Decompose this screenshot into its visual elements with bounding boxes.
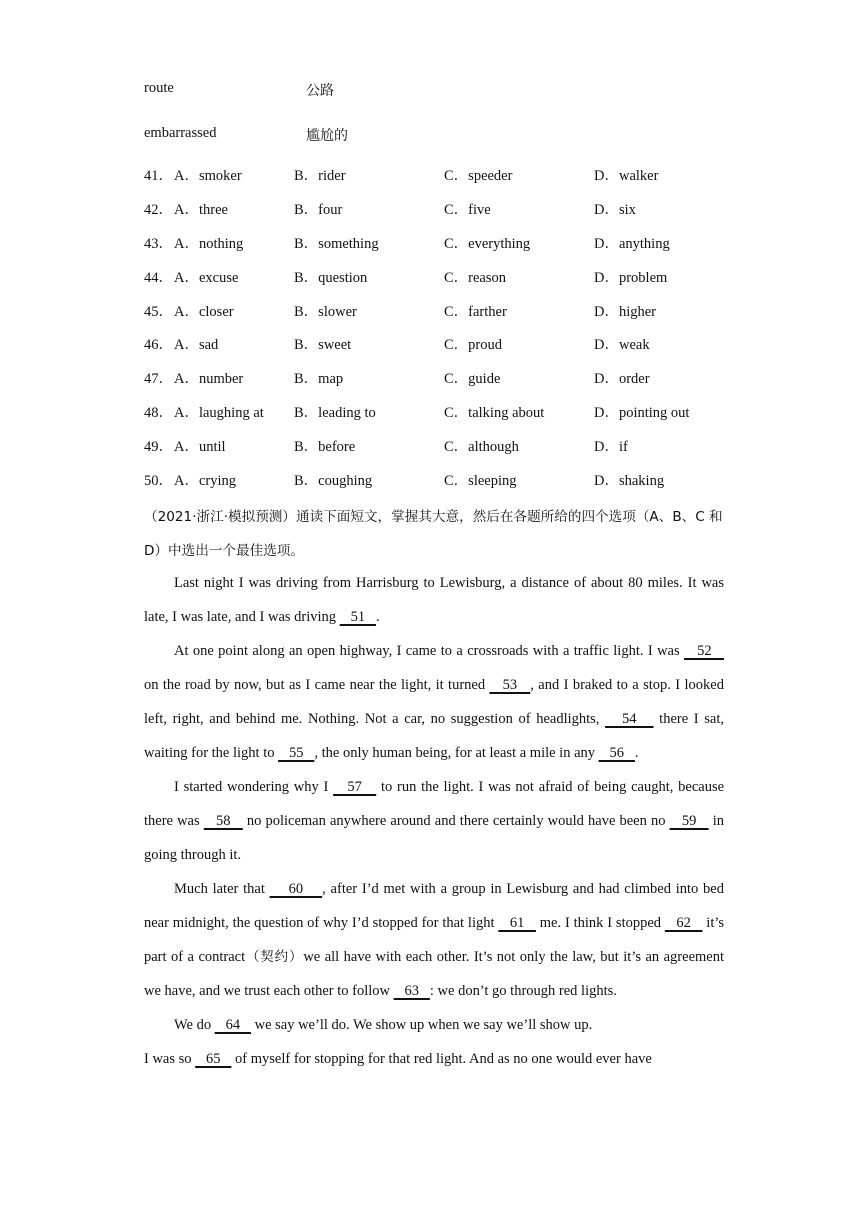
option-c: C．although <box>444 439 519 455</box>
question-number: 48． <box>144 405 173 421</box>
passage-text: to run the light. I was not afraid of being caught, because there was <box>144 779 725 829</box>
vocab-word: route <box>144 80 174 96</box>
passage-text: At one point along an open highway, I came to a crossroads with a traffic light. I was <box>174 643 684 659</box>
passage-text: it’s part of a contract <box>144 915 725 965</box>
blank-55: 55 <box>278 745 315 761</box>
question-number: 46． <box>144 337 173 353</box>
option-b: B．map <box>294 371 344 387</box>
vocab-meaning: 尴尬的 <box>306 128 348 144</box>
vocab-meaning: 公路 <box>306 83 334 99</box>
option-d: D．weak <box>594 337 650 353</box>
option-b: B．leading to <box>294 405 376 421</box>
blank-57: 57 <box>333 779 377 795</box>
question-number: 50． <box>144 473 173 489</box>
cloze-passage <box>144 566 724 1076</box>
option-c: C．guide <box>444 371 501 387</box>
paragraph <box>144 1042 724 1076</box>
option-b: B．question <box>294 270 368 286</box>
passage-text: Much later that <box>174 881 270 897</box>
passage-text: no policeman anywhere around and there certainly would have been no <box>242 813 670 829</box>
option-b: B．four <box>294 202 343 218</box>
blank-61: 61 <box>498 915 536 931</box>
passage-text: , and I braked to a stop. I looked left, right, and behind me. Nothing. Not a car, no suggestion of headlights, <box>144 677 724 727</box>
passage-text: me. I think I stopped <box>535 915 665 931</box>
paragraph <box>144 1008 724 1042</box>
option-c: C．everything <box>444 236 531 252</box>
blank-64: 64 <box>214 1017 251 1033</box>
question-number: 43． <box>144 236 173 252</box>
option-d: D．pointing out <box>594 405 690 421</box>
option-a: A．sad <box>174 337 219 353</box>
question-number: 49． <box>144 439 173 455</box>
question-number: 44． <box>144 270 173 286</box>
option-b: B．rider <box>294 168 346 184</box>
blank-51: 51 <box>339 609 376 625</box>
section-instructions: （2021·浙江·模拟预测）通读下面短文，掌握其大意，然后在各题所给的四个选项（A、B、C 和 D）中选出一个最佳选项。 <box>144 509 723 559</box>
paragraph <box>144 872 724 1008</box>
option-b: B．coughing <box>294 473 373 489</box>
passage-text: I was so <box>144 1051 196 1067</box>
option-d: D．six <box>594 202 636 218</box>
blank-65: 65 <box>195 1051 232 1067</box>
passage-text: , the only human being, for at least a mile in any <box>314 745 599 761</box>
passage-gloss: （契约） <box>245 949 304 965</box>
blank-60: 60 <box>269 881 323 897</box>
passage-text: of myself for stopping for that red light. And as no one would ever have <box>231 1051 652 1067</box>
question-number: 45． <box>144 304 173 320</box>
passage-text: : we don’t go through red lights. <box>429 983 617 999</box>
question-number: 47． <box>144 371 173 387</box>
passage-text: on the road by now, but as I came near the light, it turned <box>144 677 490 693</box>
blank-54: 54 <box>605 711 654 727</box>
option-c: C．speeder <box>444 168 513 184</box>
option-a: A．laughing at <box>174 405 264 421</box>
option-b: B．sweet <box>294 337 352 353</box>
blank-62: 62 <box>664 915 703 931</box>
option-a: A．closer <box>174 304 234 320</box>
passage-text: We do <box>174 1017 215 1033</box>
option-d: D．anything <box>594 236 670 252</box>
blank-58: 58 <box>203 813 243 829</box>
blank-52: 52 <box>684 643 724 659</box>
option-a: A．until <box>174 439 226 455</box>
option-d: D．walker <box>594 168 659 184</box>
passage-text: we say we’ll do. We show up when we say we’ll show up. <box>250 1017 593 1033</box>
option-c: C．proud <box>444 337 502 353</box>
option-d: D．if <box>594 439 628 455</box>
option-b: B．before <box>294 439 356 455</box>
paragraph <box>144 770 724 872</box>
option-c: C．sleeping <box>444 473 517 489</box>
blank-53: 53 <box>489 677 531 693</box>
option-b: B．slower <box>294 304 357 320</box>
option-c: C．five <box>444 202 491 218</box>
passage-text: Last night I was driving from Harrisburg to Lewisburg, a distance of about 80 miles. It was late, I was late, and I was driving <box>144 575 724 625</box>
option-d: D．higher <box>594 304 657 320</box>
vocab-word: embarrassed <box>144 125 217 141</box>
option-a: A．smoker <box>174 168 242 184</box>
option-a: A．three <box>174 202 228 218</box>
blank-56: 56 <box>598 745 635 761</box>
option-d: D．order <box>594 371 650 387</box>
passage-text: . <box>375 609 380 625</box>
passage-text: , after I’d met with a group in Lewisburg and had climbed into bed near midnight, the question of why I’d stopped for that light <box>144 881 724 931</box>
question-number: 42． <box>144 202 173 218</box>
blank-59: 59 <box>669 813 709 829</box>
passage-text: we all have with each other. It’s not only the law, but it’s an agreement we have, and we trust each other to follow <box>144 949 724 999</box>
passage-text: in going through it. <box>144 813 724 863</box>
option-a: A．nothing <box>174 236 244 252</box>
paragraph <box>144 566 724 634</box>
paragraph <box>144 634 724 770</box>
option-a: A．crying <box>174 473 237 489</box>
blank-63: 63 <box>393 983 430 999</box>
option-c: C．farther <box>444 304 507 320</box>
question-number: 41． <box>144 168 173 184</box>
passage-text: there I sat, waiting for the light to <box>144 711 725 761</box>
option-c: C．reason <box>444 270 507 286</box>
option-a: A．number <box>174 371 244 387</box>
option-c: C．talking about <box>444 405 545 421</box>
option-a: A．excuse <box>174 270 239 286</box>
option-b: B．something <box>294 236 379 252</box>
passage-text: . <box>634 745 639 761</box>
option-d: D．shaking <box>594 473 665 489</box>
passage-text: I started wondering why I <box>174 779 334 795</box>
option-d: D．problem <box>594 270 668 286</box>
